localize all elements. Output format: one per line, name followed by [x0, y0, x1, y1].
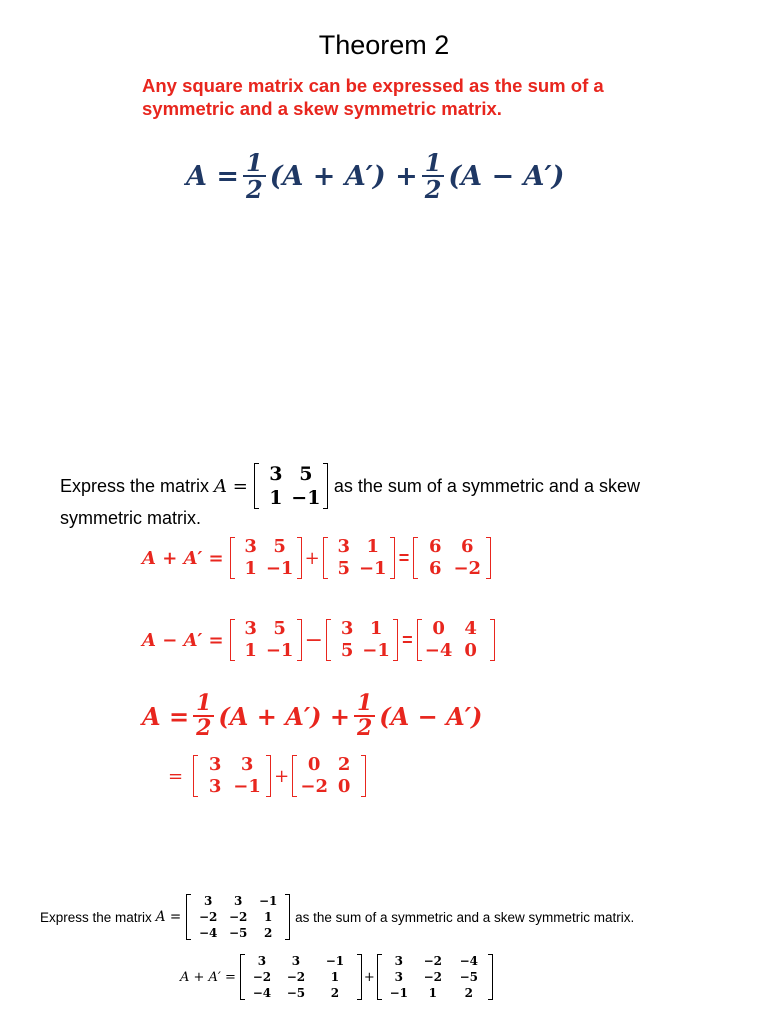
matrix-entry: 1 — [428, 986, 437, 1000]
matrix-entry: 2 — [330, 986, 340, 1000]
theorem-formula — [186, 148, 565, 205]
matrix-entry: 6 — [429, 558, 442, 579]
decomp-term1: (A + A′) + — [218, 701, 350, 731]
matrix-entry: 3 — [203, 894, 213, 908]
matrix-entry: −5 — [228, 926, 248, 940]
skew-symmetric-matrix — [292, 754, 366, 798]
decomp-half-den: 2 — [196, 715, 212, 742]
matrix-entry: −1 — [362, 640, 390, 661]
matrix-entry: 5 — [337, 558, 351, 579]
decomp-plus: + — [274, 765, 290, 787]
matrix-entry: 3 — [340, 618, 354, 639]
matrix-entry: 3 — [208, 754, 222, 775]
matrix-entry: −1 — [265, 640, 294, 661]
matrix-entry: −1 — [258, 894, 278, 908]
matrix-entry: 1 — [244, 640, 257, 661]
matrix-entry: 1 — [369, 618, 383, 639]
example1-prompt — [60, 462, 640, 510]
sum-result-matrix — [413, 536, 491, 580]
matrix-entry: −1 — [358, 558, 387, 579]
matrix-entry: 3 — [291, 954, 301, 968]
matrix-entry: 5 — [273, 536, 286, 557]
matrix-entry: 3 — [257, 954, 267, 968]
example1-prompt-post: as the sum of a symmetric and a skew — [333, 475, 640, 496]
matrix-entry: −4 — [424, 640, 453, 661]
matrix-entry: 5 — [299, 463, 313, 485]
diff-label: A − A′ = — [142, 629, 224, 651]
example2-sum-matrix-At — [377, 953, 493, 1001]
example2-sum-row — [180, 953, 493, 1001]
example2-prompt — [40, 893, 634, 941]
matrix-entry: 3 — [394, 970, 403, 984]
matrix-entry: 0 — [464, 640, 477, 661]
example1-diff-row — [142, 618, 495, 662]
matrix-entry: 3 — [269, 463, 283, 485]
matrix-entry: 3 — [244, 536, 257, 557]
matrix-entry: −1 — [389, 986, 409, 1000]
matrix-entry: 3 — [337, 536, 351, 557]
matrix-entry: 1 — [244, 558, 257, 579]
matrix-entry: 0 — [307, 754, 321, 775]
example2-sum-plus: + — [363, 969, 375, 985]
example1-matrix-A — [254, 462, 328, 510]
example2-prompt-var: A = — [155, 909, 182, 925]
formula-half-2 — [422, 148, 445, 205]
theorem-statement — [142, 74, 604, 120]
matrix-entry: −2 — [453, 558, 482, 579]
matrix-entry: 0 — [432, 618, 445, 639]
matrix-entry: 5 — [273, 618, 286, 639]
matrix-entry: −4 — [459, 954, 479, 968]
matrix-entry: 5 — [340, 640, 354, 661]
matrix-entry: 1 — [263, 910, 273, 924]
matrix-entry: 3 — [233, 894, 243, 908]
decomp-lhs: A = — [142, 701, 190, 731]
matrix-entry: −2 — [286, 970, 306, 984]
matrix-entry: 6 — [461, 536, 474, 557]
matrix-entry: 2 — [263, 926, 273, 940]
decomp-term2: (A − A′) — [379, 701, 483, 731]
diff-equals: = — [402, 629, 413, 650]
diff-result-matrix — [417, 618, 495, 662]
example1-decomp-result — [168, 754, 366, 798]
matrix-entry: 0 — [337, 776, 351, 797]
formula-half-den: 2 — [424, 175, 442, 205]
decomp-half-den: 2 — [356, 715, 373, 742]
formula-lhs: A = — [186, 160, 239, 192]
example2-matrix-A — [186, 893, 290, 941]
matrix-entry: −2 — [423, 954, 443, 968]
matrix-entry: −1 — [291, 487, 321, 509]
matrix-entry: 3 — [244, 618, 257, 639]
diff-minus: − — [304, 627, 324, 653]
matrix-entry: 2 — [464, 986, 473, 1000]
matrix-entry: −2 — [300, 776, 328, 797]
matrix-entry: 2 — [337, 754, 351, 775]
matrix-entry: 6 — [429, 536, 442, 557]
diff-matrix-At — [326, 618, 398, 662]
matrix-entry: 1 — [330, 970, 340, 984]
matrix-entry: −1 — [325, 954, 345, 968]
diff-matrix-A — [230, 618, 302, 662]
matrix-entry: −2 — [198, 910, 218, 924]
example1-sum-row — [142, 536, 491, 580]
theorem-statement-line2: symmetric and a skew symmetric matrix. — [142, 98, 502, 119]
example2-prompt-pre: Express the matrix — [40, 909, 152, 925]
matrix-entry: −4 — [198, 926, 218, 940]
example1-prompt-var: A = — [214, 475, 248, 497]
matrix-entry: −2 — [228, 910, 248, 924]
matrix-entry: 1 — [366, 536, 380, 557]
sum-equals: = — [398, 547, 410, 568]
example2-sum-label: A + A′ = — [180, 969, 236, 985]
decomp-equals: = — [168, 765, 184, 787]
sum-plus: + — [304, 547, 320, 569]
sum-matrix-A — [230, 536, 302, 580]
theorem-statement-line1: Any square matrix can be expressed as the sum of a — [142, 75, 604, 96]
example2-sum-matrix-A — [240, 953, 362, 1001]
matrix-entry: −4 — [252, 986, 272, 1000]
matrix-entry: 4 — [464, 618, 477, 639]
matrix-entry: 1 — [269, 487, 283, 509]
matrix-entry: 3 — [208, 776, 222, 797]
formula-half-1 — [243, 148, 266, 205]
matrix-entry: −2 — [423, 970, 443, 984]
sum-matrix-At — [323, 536, 395, 580]
symmetric-matrix — [193, 754, 271, 798]
formula-half-den: 2 — [245, 175, 263, 205]
formula-half-num: 1 — [422, 150, 445, 177]
example1-decomp-formula — [142, 692, 482, 740]
matrix-entry: −1 — [233, 776, 261, 797]
formula-half-num: 1 — [243, 150, 266, 177]
page-title: Theorem 2 — [318, 30, 450, 60]
formula-term2: (A − A′) — [448, 160, 565, 192]
example2-prompt-post: as the sum of a symmetric and a skew symmetric matrix. — [295, 909, 635, 925]
matrix-entry: −5 — [459, 970, 479, 984]
decomp-half-num: 1 — [193, 692, 214, 717]
decomp-half-2 — [354, 692, 375, 740]
matrix-entry: −2 — [252, 970, 272, 984]
matrix-entry: 3 — [394, 954, 403, 968]
matrix-entry: −5 — [286, 986, 306, 1000]
matrix-entry: −1 — [265, 558, 294, 579]
decomp-half-1 — [193, 692, 214, 740]
example1-prompt-line2: symmetric matrix. — [60, 508, 201, 528]
decomp-half-num: 1 — [354, 692, 375, 717]
example1-prompt-pre: Express the matrix — [60, 475, 210, 496]
sum-label: A + A′ = — [142, 547, 224, 569]
formula-term1: (A + A′) + — [269, 160, 418, 192]
matrix-entry: 3 — [240, 754, 254, 775]
